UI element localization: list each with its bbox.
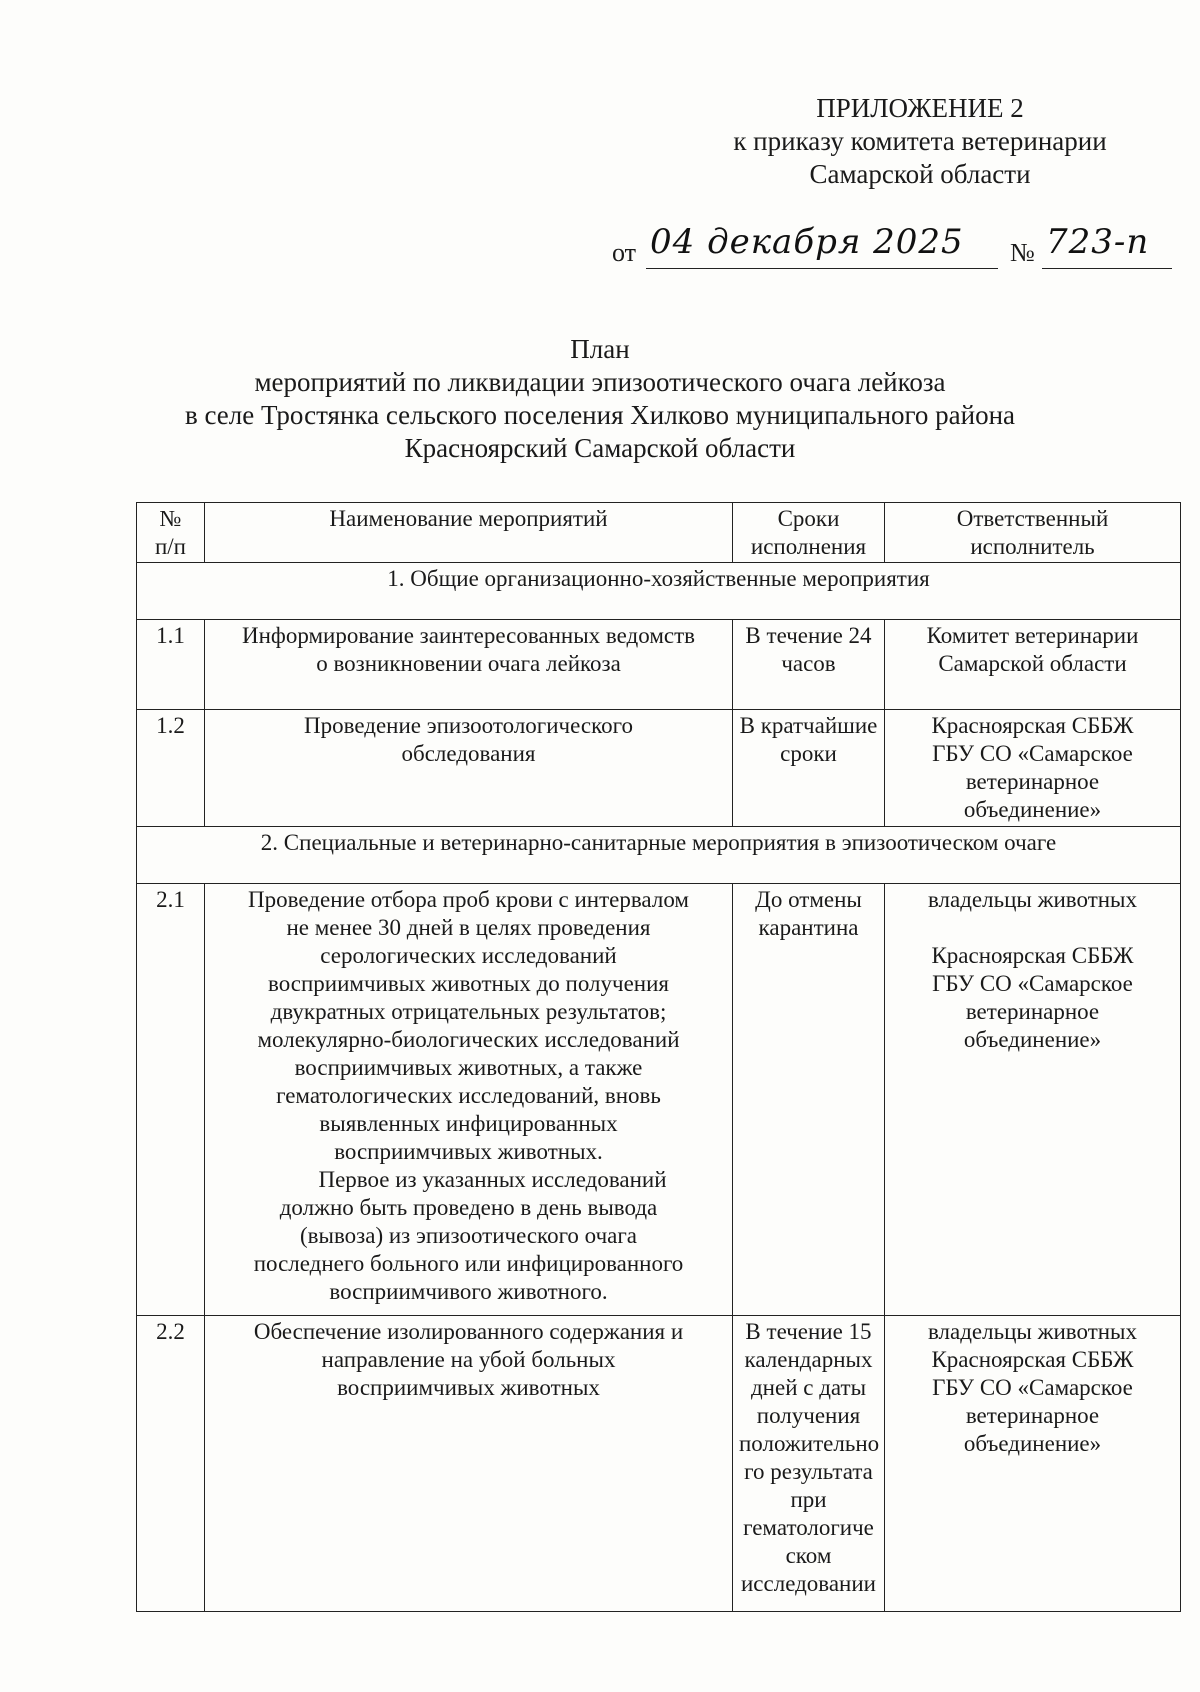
date-label: от: [612, 238, 637, 267]
date-underline: [646, 268, 998, 269]
number-label: №: [1010, 238, 1035, 267]
row-responsible: Комитет ветеринарии Самарской области: [885, 620, 1181, 710]
section-row-1: [137, 563, 1181, 620]
title-line-4: Красноярский Самарской области: [404, 433, 796, 463]
owner-label: владельцы животных: [927, 887, 1138, 912]
header-num: № п/п: [137, 503, 205, 563]
row-num: 2.2: [137, 1316, 205, 1612]
section-title-1: 1. Общие организационно-хозяйственные мероприятия: [137, 563, 1181, 620]
row-activity: Проведение отбора проб крови с интервалом не менее 30 дней в целях проведения серологических исследований восприимчивых животных до получения двукратных отрицательных результатов; молекулярно-биологических исследований восприимчивых животных, а также гематологических исследований, вновь выявленных инфицированных восприимчивых животных. Первое из указанных исследований должно быть проведено в день вывода (вывоза) из эпизоотического очага последнего больного или инфицированного восприимчивого животного.: [205, 884, 733, 1316]
row-term: В течение 24 часов: [733, 620, 885, 710]
appendix-header: [700, 92, 1140, 191]
row-term: В кратчайшие сроки: [733, 710, 885, 827]
table-header-row: [137, 503, 1181, 563]
row-activity: Проведение эпизоотологического обследования: [205, 710, 733, 827]
title-line-2: мероприятий по ликвидации эпизоотического очага лейкоза: [254, 367, 946, 397]
number-underline: [1042, 268, 1172, 269]
header-name: Наименование мероприятий: [205, 503, 733, 563]
header-responsible: Ответственный исполнитель: [885, 503, 1181, 563]
row-responsible: владельцы животных Красноярская СББЖ ГБУ СО «Самарское ветеринарное объединение»: [885, 884, 1181, 1316]
row-num: 1.2: [137, 710, 205, 827]
appendix-order-ref: к приказу комитета ветеринарии: [733, 126, 1107, 156]
owner-label: владельцы животных: [927, 1319, 1138, 1344]
row-term: В течение 15 календарных дней с даты получения положительно го результата при гематологиче ском исследовании: [733, 1316, 885, 1612]
row-num: 2.1: [137, 884, 205, 1316]
plan-table: [136, 502, 1181, 1612]
handwritten-date: 04 декабря 2025: [650, 222, 964, 262]
order-date-number: [612, 222, 1172, 276]
section-title-2: 2. Специальные и ветеринарно-санитарные мероприятия в эпизоотическом очаге: [137, 827, 1181, 884]
handwritten-number: 723-п: [1046, 222, 1150, 262]
appendix-title: ПРИЛОЖЕНИЕ 2: [816, 93, 1024, 123]
section-row-2: [137, 827, 1181, 884]
table-row: [137, 710, 1181, 827]
table-row: [137, 620, 1181, 710]
appendix-region: Самарской области: [809, 159, 1031, 189]
title-line-1: План: [570, 334, 630, 364]
row-activity: Информирование заинтересованных ведомств о возникновении очага лейкоза: [205, 620, 733, 710]
title-line-3: в селе Тростянка сельского поселения Хилково муниципального района: [184, 400, 1016, 430]
row-activity: Обеспечение изолированного содержания и направление на убой больных восприимчивых животных: [205, 1316, 733, 1612]
header-term: Сроки исполнения: [733, 503, 885, 563]
row-responsible: владельцы животных Красноярская СББЖ ГБУ СО «Самарское ветеринарное объединение»: [885, 1316, 1181, 1612]
table-row: [137, 884, 1181, 1316]
plan-title: [100, 333, 1100, 465]
row-num: 1.1: [137, 620, 205, 710]
table-row: [137, 1316, 1181, 1612]
row-term: До отмены карантина: [733, 884, 885, 1316]
row-responsible: Красноярская СББЖ ГБУ СО «Самарское ветеринарное объединение»: [885, 710, 1181, 827]
